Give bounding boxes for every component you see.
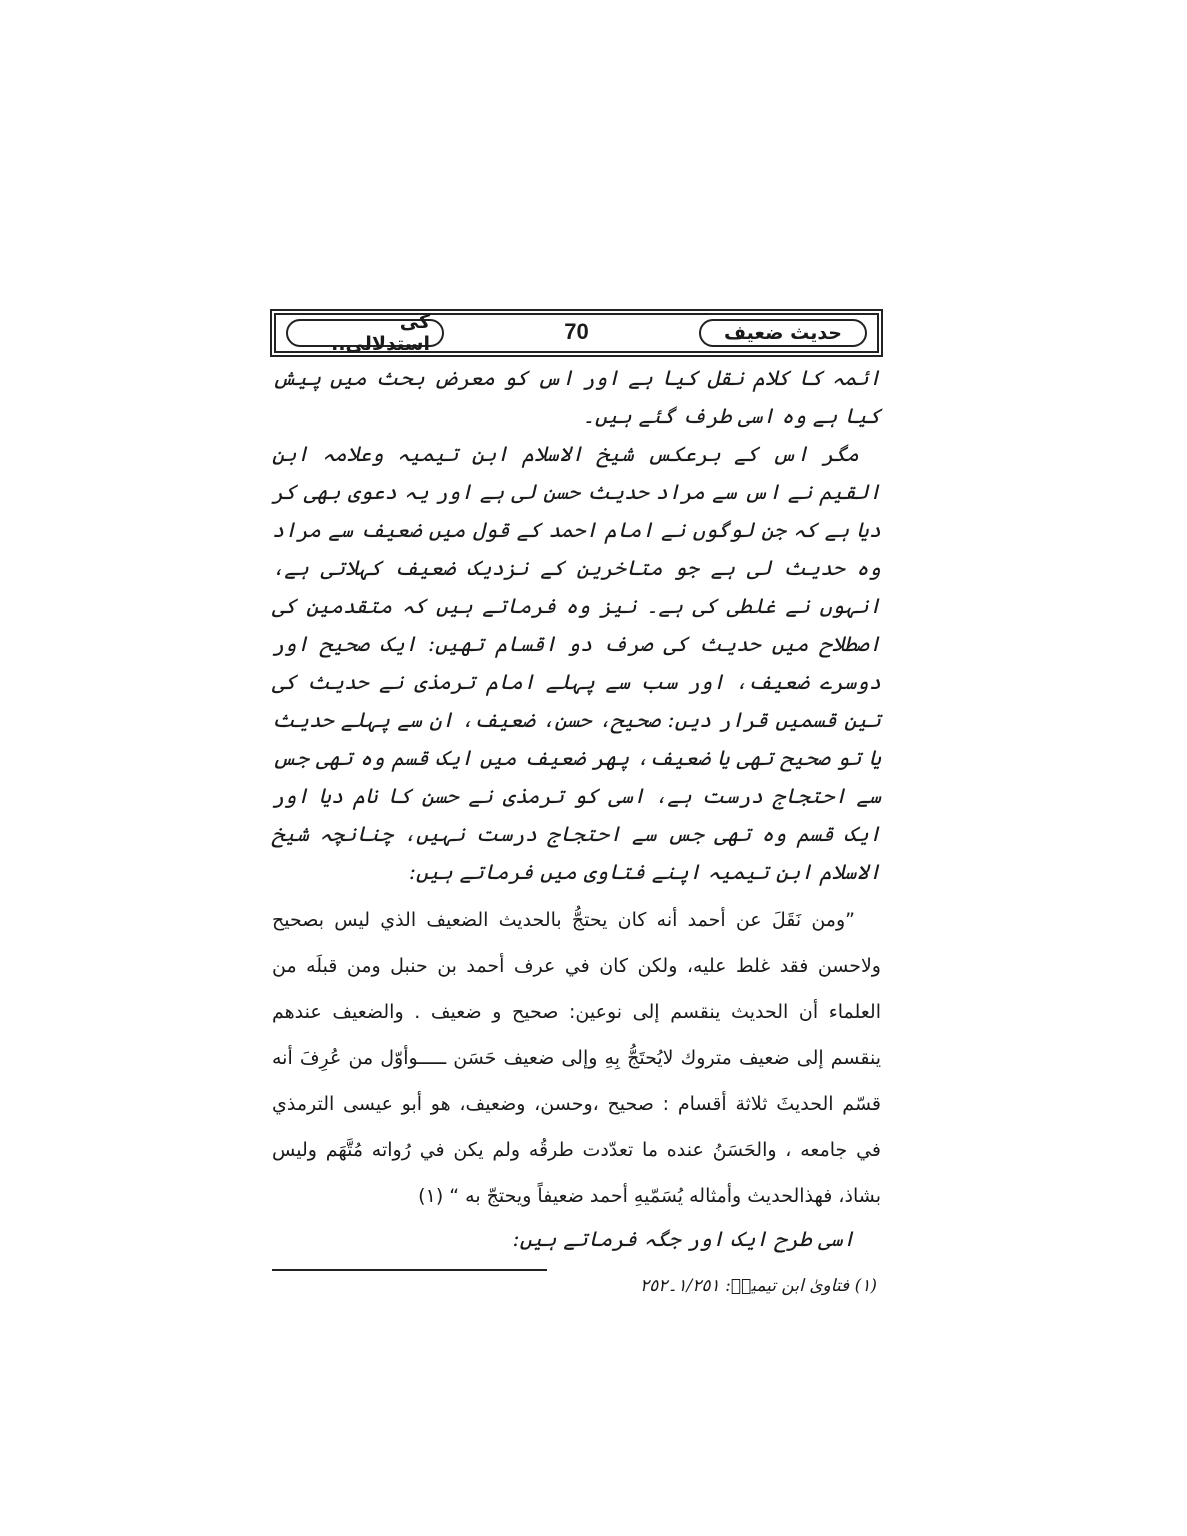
urdu-body	[272, 359, 881, 891]
footnote: (١) فتاوىٰ ابن تیمیہؒ: ١/٢٥١۔٢٥٢	[640, 1276, 877, 1296]
document-page	[272, 311, 881, 1301]
arabic-quote-text: ”ومن نَقَلَ عن أحمد أنه كان يحتجُّ بالحديث الضعيف الذي ليس بصحيح ولاحسن فقد غلط عليه، ولكن كان في عرف أحمد بن حنبل ومن قبلَه من العلماء أن الحديث ينقسم إلى نوعين: صحيح و ضعيف . والضعيف عندهم ينقسم إلى ضعيف متروك لايُحتَجُّ بِهِ وإلى ضعيف حَسَن ـــــوأوّل من عُرِفَ أنه قسّم الحديثَ ثلاثة أقسام : صحيح ،وحسن، وضعيف، هو أبو عيسى الترمذي في جامعه ، والحَسَنُ عنده ما تعدّدت طرقُه ولم يكن في رُواته مُتَّهَم وليس بشاذ، فهذالحديث وأمثاله يُسَمّيهِ أحمد ضعيفاً ويحتجّ به “ (١)	[272, 909, 881, 1207]
header-book-title: حديث ضعيف	[699, 319, 867, 347]
header-book-subtitle: كى استدلالى..	[286, 319, 444, 347]
body-paragraph-2: مگر اس کے برعکس شیخ الاسلام ابن تیمیہ وعلامہ ابن القیم نے اس سے مراد حدیث حسن لی ہے اور یہ دعوی بھی کر دیا ہے کہ جن لوگوں نے امام احمد کے قول میں ضعیف سے مراد وہ حدیث لی ہے جو متاخرین کے نزدیک ضعیف کہلاتی ہے، انہوں نے غلطی کی ہے۔ نیز وہ فرماتے ہیں کہ متقدمین کی اصطلاح میں حدیث کی صرف دو اقسام تھیں: ایک صحیح اور دوسرے ضعیف، اور سب سے پہلے امام ترمذی نے حدیث کی تین قسمیں قرار دیں: صحیح، حسن، ضعیف، ان سے پہلے حدیث یا تو صحیح تھی یا ضعیف، پھر ضعیف میں ایک قسم وہ تھی جس سے احتجاج درست ہے، اسی کو ترمذی نے حسن کا نام دیا اور ایک قسم وہ تھی جس سے احتجاج درست نہیں، چنانچہ شیخ الاسلام ابن تیمیہ اپنے فتاوی میں فرماتے ہیں:	[272, 442, 881, 884]
arabic-quote	[272, 897, 881, 1219]
page-number: 70	[564, 319, 589, 344]
page-header	[274, 313, 879, 353]
body-paragraph-1: ائمہ کا کلام نقل کیا ہے اور اس کو معرض بحث میں پیش کیا ہے وہ اسی طرف گئے ہیں۔	[272, 366, 881, 428]
closing-line: اسی طرح ایک اور جگہ فرماتے ہیں:	[512, 1227, 855, 1251]
